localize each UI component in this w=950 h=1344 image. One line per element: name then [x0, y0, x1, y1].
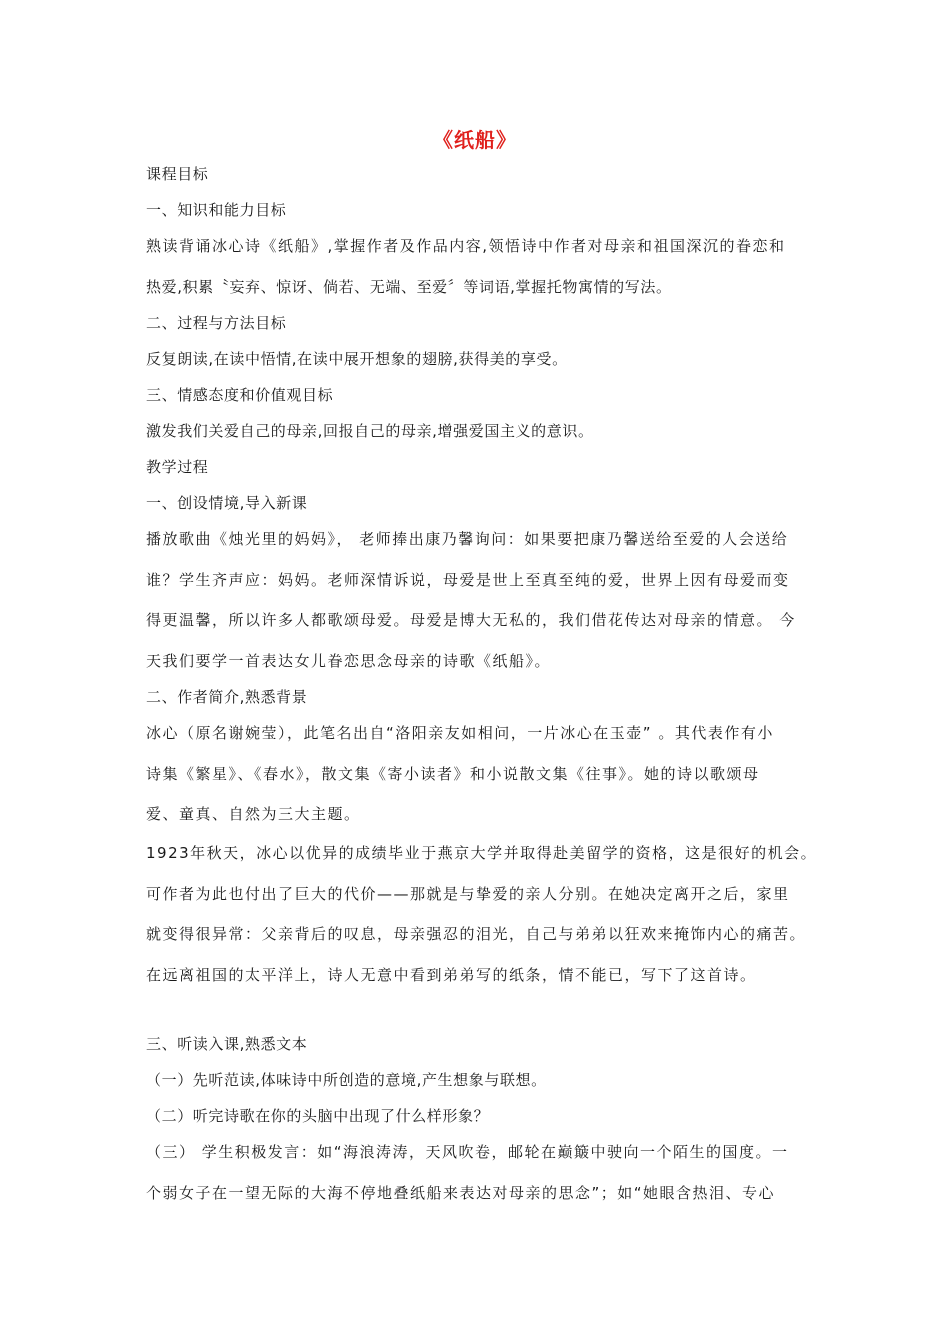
paragraph-line: 爱、童真、自然为三大主题。 [146, 805, 361, 823]
paragraph-line: 谁？学生齐声应：妈妈。老师深情诉说，母爱是世上至真至纯的爱，世界上因有母爱而变 [146, 571, 790, 589]
list-item: （一）先听范读,体味诗中所创造的意境,产生想象与联想。 [146, 1071, 547, 1089]
paragraph-line: 得更温馨，所以许多人都歌颂母爱。母爱是博大无私的，我们借花传达对母亲的情意。 今 [146, 611, 796, 629]
paragraph-line: 就变得很异常：父亲背后的叹息，母亲强忍的泪光，自己与弟弟以狂欢来掩饰内心的痛苦。 [146, 925, 807, 943]
paragraph-line: 激发我们关爱自己的母亲,回报自己的母亲,增强爱国主义的意识。 [146, 422, 594, 440]
paragraph-line: 反复朗读,在读中悟情,在读中展开想象的翅膀,获得美的享受。 [146, 350, 568, 368]
list-item: （二）听完诗歌在你的头脑中出现了什么样形象？ [146, 1107, 490, 1125]
paragraph-line: 热爱,积累〝妄弃、惊讶、倘若、无端、至爱〞等词语,掌握托物寓情的写法。 [146, 278, 672, 296]
subheading-author-intro: 二、作者简介,熟悉背景 [146, 688, 308, 706]
subheading-create-context: 一、创设情境,导入新课 [146, 494, 308, 512]
paragraph-line: 天我们要学一首表达女儿眷恋思念母亲的诗歌《纸船》。 [146, 652, 552, 670]
subheading-knowledge-ability: 一、知识和能力目标 [146, 201, 287, 219]
subheading-listen-read: 三、听读入课,熟悉文本 [146, 1035, 308, 1053]
document-title: 《纸船》 [433, 128, 517, 152]
paragraph-line: 在远离祖国的太平洋上，诗人无意中看到弟弟写的纸条，情不能已，写下了这首诗。 [146, 966, 757, 984]
subheading-process-method: 二、过程与方法目标 [146, 314, 287, 332]
list-item: （三） 学生积极发言：如“海浪涛涛，天风吹卷，邮轮在巅簸中驶向一个陌生的国度。一 [146, 1143, 789, 1161]
section-heading-course-goals: 课程目标 [146, 165, 209, 183]
section-heading-teaching-process: 教学过程 [146, 458, 209, 476]
paragraph-line: 冰心（原名谢婉莹），此笔名出自“洛阳亲友如相问，一片冰心在玉壶” 。其代表作有小 [146, 724, 774, 742]
paragraph-line: 1923年秋天，冰心以优异的成绩毕业于燕京大学并取得赴美留学的资格，这是很好的机会。 [146, 844, 818, 862]
paragraph-line: 诗集《繁星》、《春水》，散文集《寄小读者》和小说散文集《往事》。她的诗以歌颂母 [146, 765, 760, 783]
paragraph-line: 个弱女子在一望无际的大海不停地叠纸船来表达对母亲的思念”；如“她眼含热泪、专心 [146, 1184, 776, 1202]
paragraph-line: 播放歌曲《烛光里的妈妈》， 老师捧出康乃馨询问：如果要把康乃馨送给至爱的人会送给 [146, 530, 789, 548]
paragraph-line: 可作者为此也付出了巨大的代价——那就是与挚爱的亲人分别。在她决定离开之后，家里 [146, 885, 790, 903]
subheading-emotion-values: 三、情感态度和价值观目标 [146, 386, 334, 404]
paragraph-line: 熟读背诵冰心诗《纸船》,掌握作者及作品内容,领悟诗中作者对母亲和祖国深沉的眷恋和 [146, 237, 786, 255]
